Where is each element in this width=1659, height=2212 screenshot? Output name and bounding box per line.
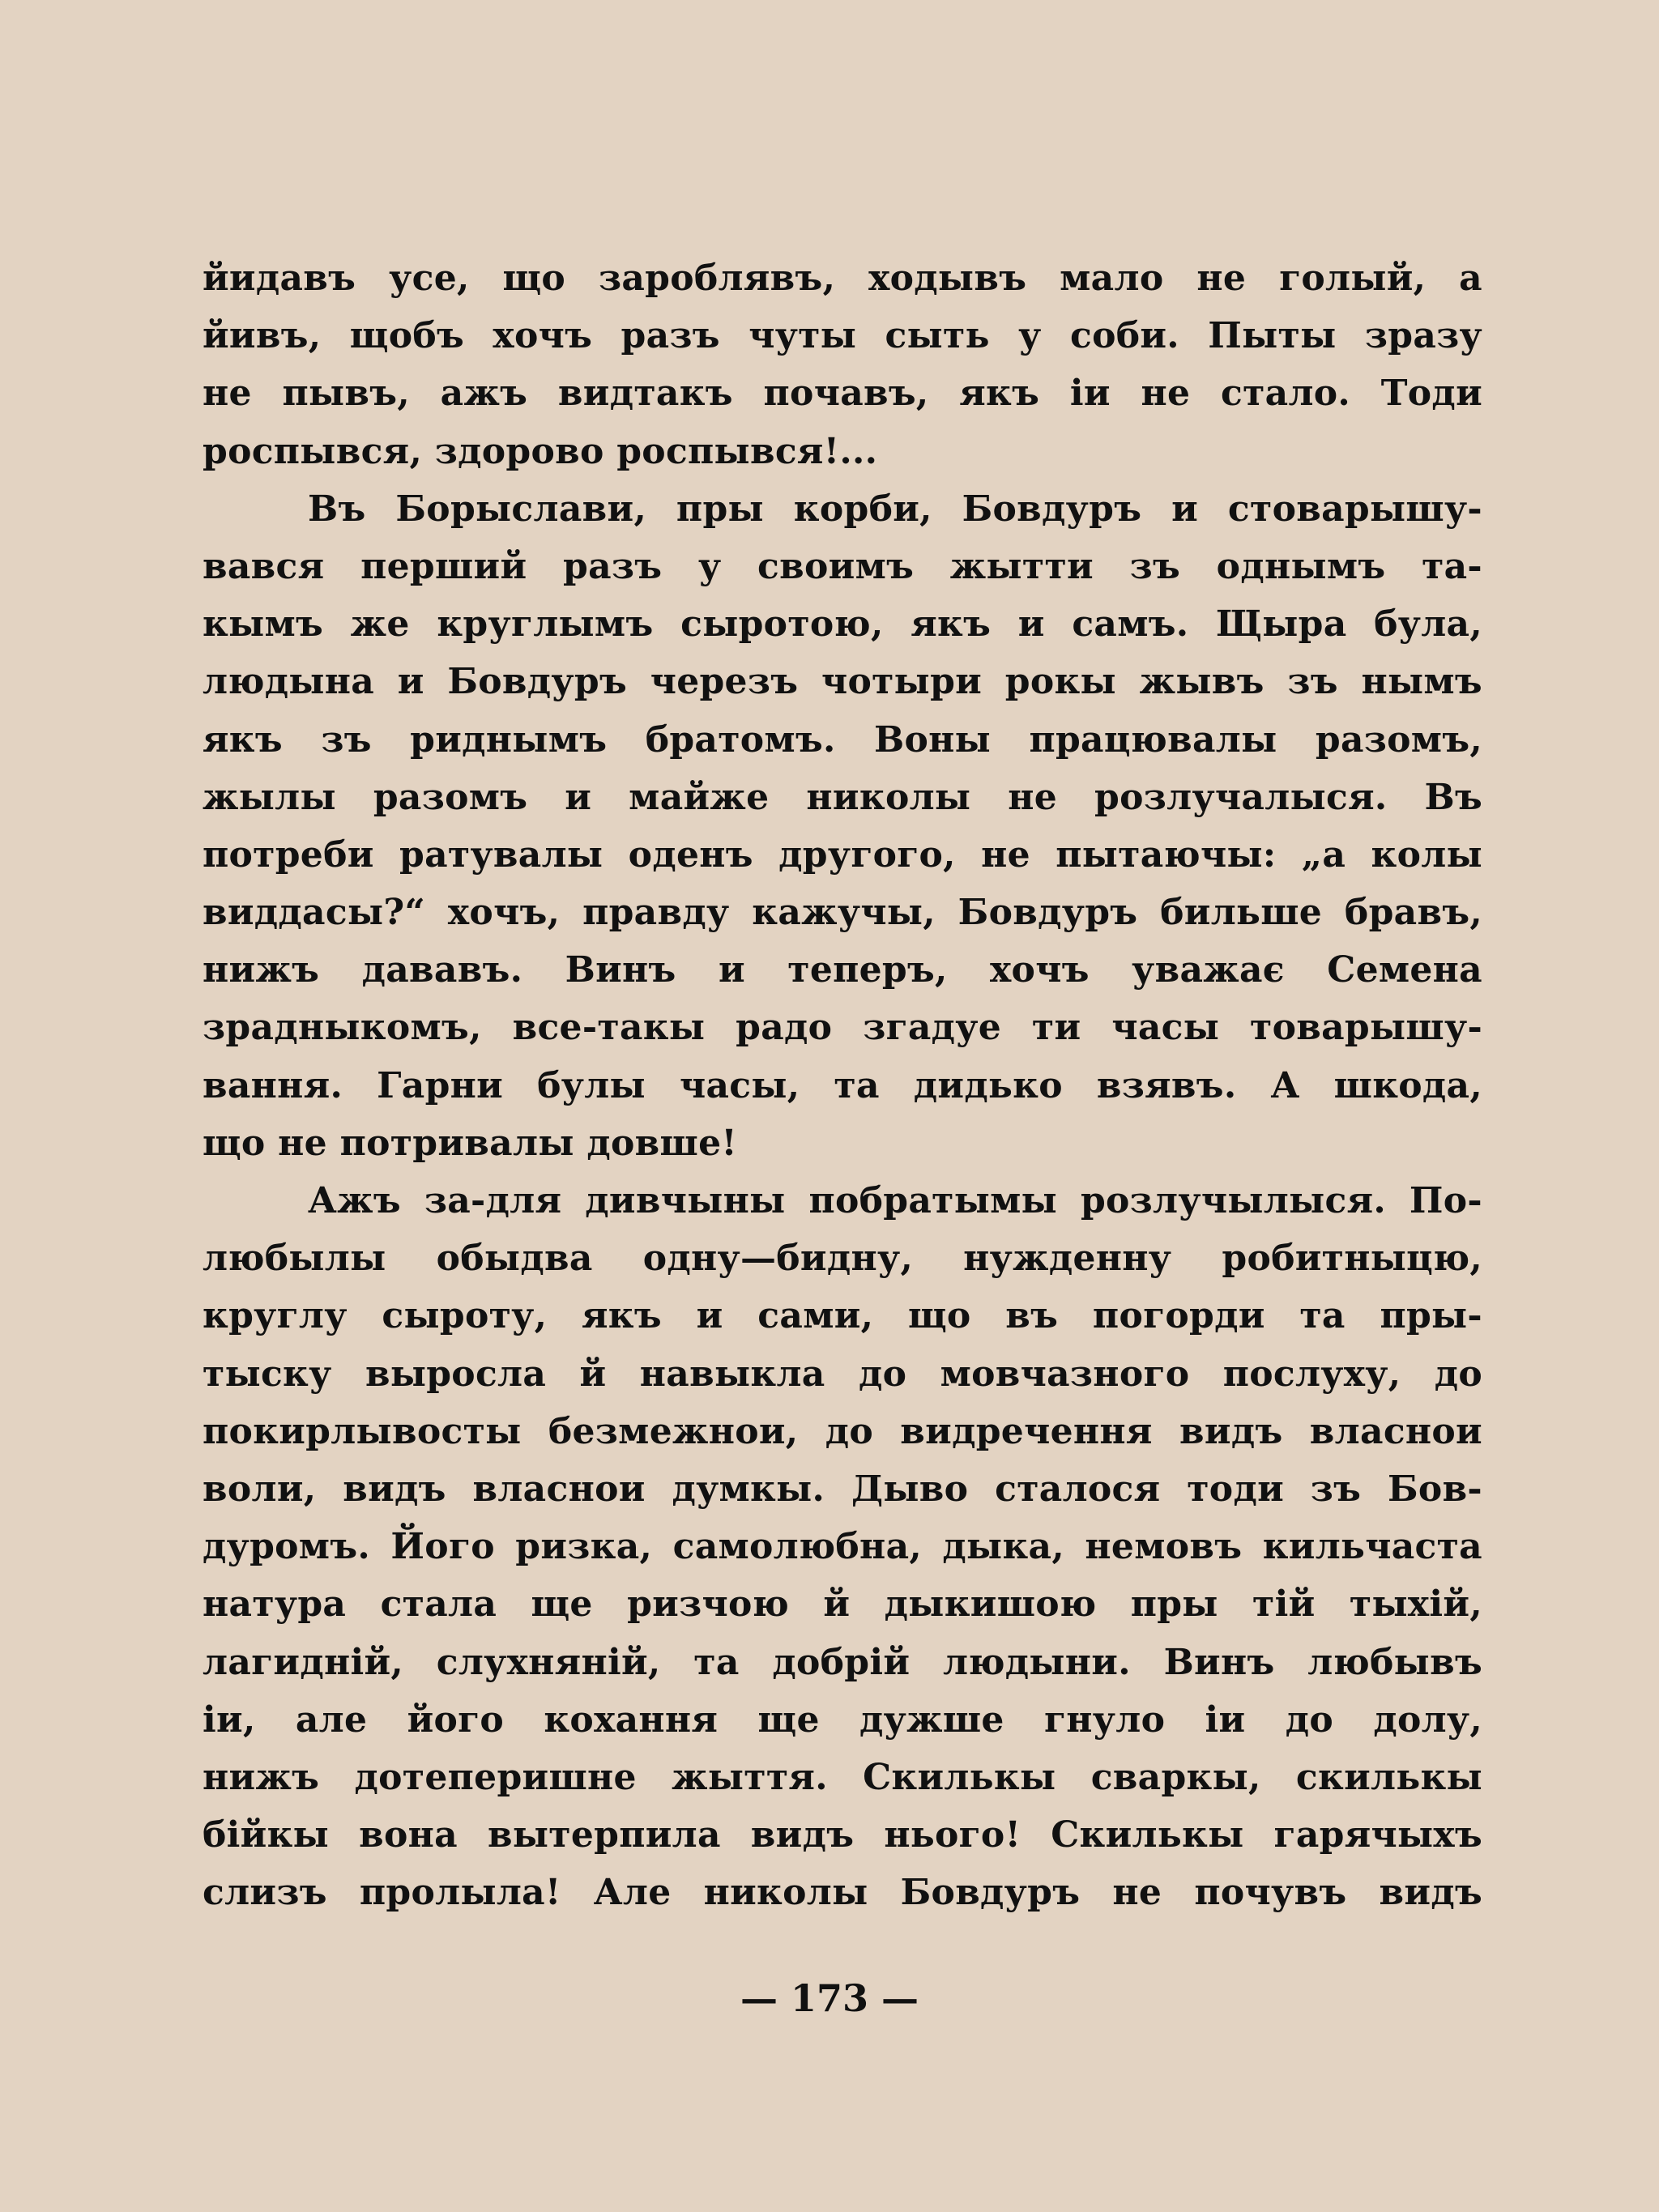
text-line: жылы разомъ и майже николы не розлучалыся. Въ xyxy=(203,776,1482,818)
text-line: вання. Гарни булы часы, та дидько взявъ. А шкода, xyxy=(203,1064,1482,1106)
text-line: круглу сыроту, якъ и сами, що въ погорди та пры- xyxy=(203,1295,1482,1337)
text-line: любылы обыдва одну—бидну, нужденну робитныцю, xyxy=(203,1238,1482,1280)
text-line: слизъ пролыла! Але николы Бовдуръ не почувъ видъ xyxy=(203,1872,1482,1914)
text-line: якъ зъ риднымъ братомъ. Воны працювалы разомъ, xyxy=(203,718,1482,761)
text-line: натура стала ще ризчою й дыкишою пры тій тыхій, xyxy=(203,1583,1482,1626)
text-line: що не потривалы довше! xyxy=(203,1122,737,1164)
text-line: нижъ дававъ. Винъ и теперъ, хочъ уважає Семена xyxy=(203,949,1482,991)
text-line: іи, але його кохання ще дужше гнуло іи до долу, xyxy=(203,1698,1482,1741)
text-line: бійкы вона вытерпила видъ нього! Скилькы гарячыхъ xyxy=(203,1814,1482,1856)
text-line: потреби ратувалы оденъ другого, не пытаючы: „а колы xyxy=(203,833,1482,876)
text-line: нижъ дотеперишне жыття. Скилькы сваркы, скилькы xyxy=(203,1756,1482,1798)
text-line: виддасы?“ хочъ, правду кажучы, Бовдуръ бильше бравъ, xyxy=(203,892,1482,934)
text-line: не пывъ, ажъ видтакъ почавъ, якъ іи не стало. Тоди xyxy=(203,373,1482,415)
body-text xyxy=(203,249,1482,1921)
text-line: Въ Борыслави, пры корби, Бовдуръ и стоварышу- xyxy=(308,488,1482,530)
text-line: зрадныкомъ, все-такы радо згадуе ти часы товарышу- xyxy=(203,1007,1482,1049)
text-line: кымъ же круглымъ сыротою, якъ и самъ. Щыра була, xyxy=(203,603,1482,646)
text-line: йидавъ усе, що зароблявъ, ходывъ мало не голый, а xyxy=(203,258,1482,299)
text-line: лагидній, слухняній, та добрій людыни. Винъ любывъ xyxy=(203,1641,1482,1683)
text-line: людына и Бовдуръ черезъ чотыри рокы жывъ зъ нымъ xyxy=(203,661,1482,703)
text-line: покирлывосты безмежнои, до видречення видъ власнои xyxy=(203,1410,1482,1452)
text-line: Ажъ за-для дивчыны побратымы розлучылыся. По- xyxy=(308,1180,1482,1221)
text-line: дуромъ. Його ризка, самолюбна, дыка, немовъ кильчаста xyxy=(203,1526,1482,1568)
text-line: роспывся, здорово роспывся!... xyxy=(203,430,878,472)
text-line: воли, видъ власнои думкы. Дыво сталося тоди зъ Бов- xyxy=(203,1468,1482,1510)
text-line: вався перший разъ у своимъ жытти зъ однымъ та- xyxy=(203,545,1482,587)
page-number: — 173 — xyxy=(740,1976,919,2020)
text-line: йивъ, щобъ хочъ разъ чуты сыть у соби. Пыты зразу xyxy=(203,315,1482,357)
text-line: тыску выросла й навыкла до мовчазного послуху, до xyxy=(203,1353,1482,1395)
